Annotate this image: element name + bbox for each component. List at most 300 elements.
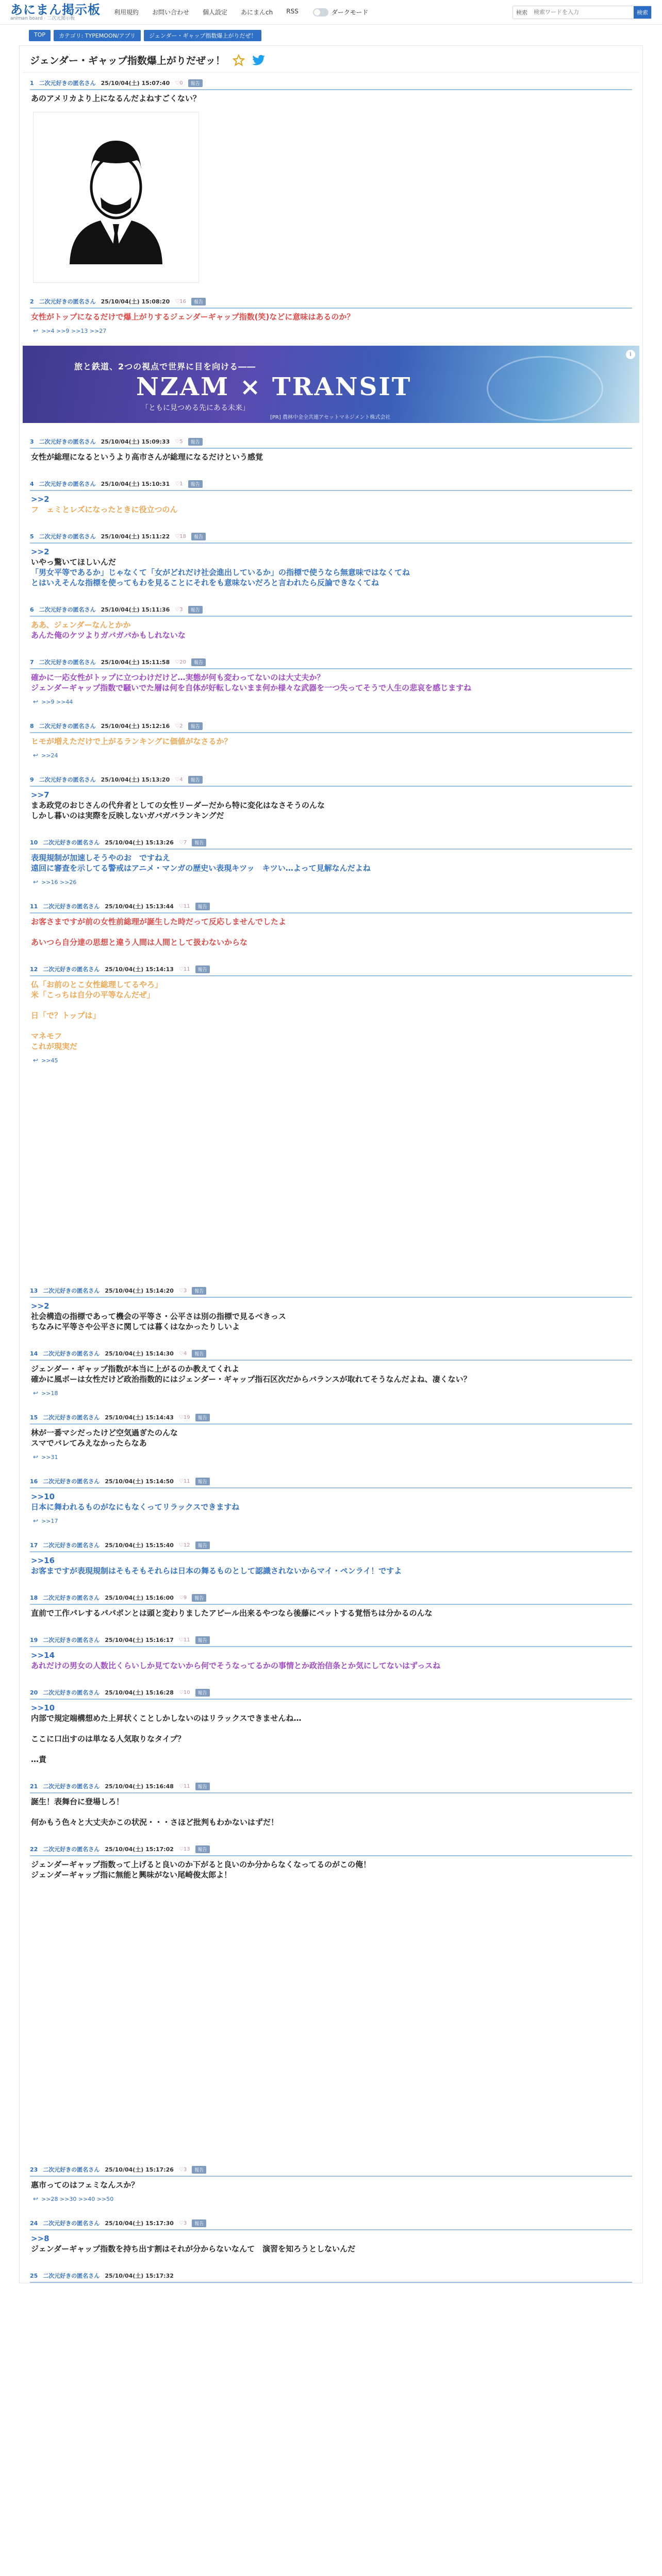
post xyxy=(23,1687,639,1768)
post-number[interactable]: 1 xyxy=(30,79,34,87)
toggle-switch[interactable] xyxy=(313,8,328,16)
post xyxy=(23,774,639,824)
reply-arrow-icon: ↩ xyxy=(33,327,39,334)
post-header xyxy=(30,1781,632,1793)
post-text-line: あのアメリカより上になるんだよねすごくない？ xyxy=(31,94,201,103)
post-number[interactable]: 8 xyxy=(30,722,34,730)
report-button[interactable]: 報告 xyxy=(188,606,203,614)
post-date: 25/10/04(土) 15:17:30 xyxy=(105,2220,174,2227)
avatar-image xyxy=(33,112,199,283)
reply-anchors[interactable]: >>24 xyxy=(41,752,58,759)
favorite-star-icon[interactable] xyxy=(233,54,245,66)
nav-terms[interactable]: 利用規約 xyxy=(114,9,139,16)
report-button[interactable]: 報告 xyxy=(192,2166,206,2174)
like-button[interactable] xyxy=(179,1415,190,1420)
reply-anchor-link[interactable]: >>10 xyxy=(31,1492,55,1501)
businessman-silhouette-icon xyxy=(59,130,173,264)
like-button[interactable] xyxy=(179,1288,187,1294)
post-number[interactable]: 19 xyxy=(30,1636,38,1643)
post xyxy=(23,721,639,761)
post-text-line: 日本に舞われるものがなにもなくってリラックスできますね xyxy=(31,1502,240,1512)
post-text-line: フ ェミとレズになったときに役立つのん xyxy=(31,505,178,514)
post xyxy=(23,1285,639,1335)
ad-banner[interactable] xyxy=(23,346,639,423)
post-header xyxy=(30,721,632,733)
like-count: 11 xyxy=(183,1637,190,1643)
poster-name: 二次元好きの匿名さん xyxy=(43,903,100,910)
post-header xyxy=(30,78,632,90)
logo-text[interactable]: あにまん掲示板 xyxy=(10,2,101,17)
post-text-line: 女性が総理になるというより高市さんが総理になるだけという感覚 xyxy=(31,452,263,462)
reply-links xyxy=(30,1451,632,1463)
like-count: 11 xyxy=(183,903,190,909)
like-count: 10 xyxy=(183,1689,190,1696)
post-body xyxy=(30,1605,632,1621)
report-button[interactable]: 報告 xyxy=(195,1541,210,1549)
report-button[interactable]: 報告 xyxy=(192,1350,206,1358)
report-button[interactable]: 報告 xyxy=(195,965,210,973)
like-count: 9 xyxy=(183,1595,187,1601)
post-date: 25/10/04(土) 15:08:20 xyxy=(101,298,170,305)
like-button[interactable] xyxy=(175,659,186,665)
post-text-line: いやっ驚いてほしいんだ xyxy=(31,557,117,567)
post-body xyxy=(30,787,632,824)
like-count: 16 xyxy=(179,298,186,304)
post-text-line: 確かに一応女性がトップに立つわけだけど…実態が何も変わってないのは大丈夫か？ xyxy=(31,673,325,682)
report-button[interactable]: 報告 xyxy=(192,1594,206,1602)
heart-icon[interactable]: ♡ xyxy=(178,903,184,909)
post-text-line: ああ、ジェンダーなんとかか xyxy=(31,620,131,630)
like-count: 19 xyxy=(183,1414,190,1420)
reply-anchors[interactable]: >>28 >>30 >>40 >>50 xyxy=(41,2195,114,2202)
post-date: 25/10/04(土) 15:14:13 xyxy=(105,966,174,973)
post-body xyxy=(30,1856,632,1883)
post-body xyxy=(30,2177,632,2193)
post-body xyxy=(30,491,632,518)
search-box xyxy=(512,6,652,19)
heart-icon[interactable]: ♡ xyxy=(175,606,180,613)
report-button[interactable]: 報告 xyxy=(195,1478,210,1485)
post-body xyxy=(30,2230,632,2257)
breadcrumb-top[interactable]: TOP xyxy=(29,30,51,41)
like-count: 1 xyxy=(179,481,183,487)
post xyxy=(23,2218,639,2257)
post-body xyxy=(30,1361,632,1387)
post-text-line: 「男女平等であるか」じゃなくて「女がどれだけ社会進出しているか」の指標で使うなら無意味ではなくてね xyxy=(31,568,410,577)
post-header xyxy=(30,964,632,976)
heart-icon[interactable]: ♡ xyxy=(175,298,180,304)
like-button[interactable] xyxy=(175,299,186,304)
banner-title: NZAM × TRANSIT xyxy=(136,372,412,401)
poster-name: 二次元好きの匿名さん xyxy=(43,2273,100,2279)
post-date: 25/10/04(土) 15:12:16 xyxy=(101,723,170,730)
reply-links xyxy=(30,1387,632,1399)
heart-icon[interactable]: ♡ xyxy=(178,1478,184,1484)
poster-name: 二次元好きの匿名さん xyxy=(43,2166,100,2173)
post-body xyxy=(30,1793,632,1831)
reply-anchors[interactable]: >>17 xyxy=(41,1517,58,1524)
report-button[interactable]: 報告 xyxy=(188,776,203,784)
report-button[interactable]: 報告 xyxy=(191,298,206,306)
reply-anchor-link[interactable]: >>16 xyxy=(31,1556,55,1565)
reply-anchors[interactable]: >>18 xyxy=(41,1389,58,1397)
reply-links xyxy=(30,2193,632,2205)
post-number[interactable]: 3 xyxy=(30,438,34,445)
like-count: 11 xyxy=(183,1783,190,1789)
post-text-line: あれだけの男女の人数比くらいしか見てないから何でそうなってるかの事情とか政治信条とか気にしてないはずっスね xyxy=(31,1661,441,1670)
poster-name: 二次元好きの匿名さん xyxy=(39,438,96,445)
post xyxy=(23,901,639,951)
reply-arrow-icon: ↩ xyxy=(33,878,39,886)
poster-name: 二次元好きの匿名さん xyxy=(43,1542,100,1549)
post-text-line: 米「こっちは自分の平等なんだぜ」 xyxy=(31,990,155,999)
post-date: 25/10/04(土) 15:11:58 xyxy=(101,659,170,666)
post xyxy=(23,1348,639,1399)
post-number[interactable]: 14 xyxy=(30,1350,38,1357)
post-text-line xyxy=(31,1744,631,1754)
like-button[interactable] xyxy=(179,1637,190,1643)
empty-ad-space xyxy=(30,1066,632,1272)
breadcrumb-category[interactable]: カテゴリ: TYPEMOON/アプリ xyxy=(54,30,141,41)
post-date: 25/10/04(土) 15:16:48 xyxy=(105,1783,174,1790)
reply-anchors[interactable]: >>16 >>26 xyxy=(41,878,77,886)
reply-anchors[interactable]: >>31 xyxy=(41,1453,58,1461)
report-button[interactable]: 報告 xyxy=(195,1783,210,1790)
post-header xyxy=(30,2164,632,2177)
post-number[interactable]: 13 xyxy=(30,1287,38,1294)
report-button[interactable]: 報告 xyxy=(195,1845,210,1853)
heart-icon[interactable]: ♡ xyxy=(175,80,180,86)
post-header xyxy=(30,531,632,544)
report-button[interactable]: 報告 xyxy=(195,1689,210,1697)
post-number[interactable]: 21 xyxy=(30,1783,38,1790)
nav-rss[interactable]: RSS xyxy=(286,8,299,15)
post-number[interactable]: 25 xyxy=(30,2272,38,2279)
post-header xyxy=(30,657,632,669)
like-button[interactable] xyxy=(179,1595,187,1601)
report-button[interactable]: 報告 xyxy=(191,658,206,666)
post-number[interactable]: 20 xyxy=(30,1689,38,1696)
report-button[interactable]: 報告 xyxy=(192,1287,206,1295)
post-date: 25/10/04(土) 15:17:26 xyxy=(105,2166,174,2173)
heart-icon[interactable]: ♡ xyxy=(175,481,180,487)
like-count: 4 xyxy=(179,776,183,783)
heart-icon[interactable]: ♡ xyxy=(178,1542,184,1548)
site-logo[interactable] xyxy=(10,4,101,21)
post-header xyxy=(30,1412,632,1425)
post-header xyxy=(30,1687,632,1700)
poster-name: 二次元好きの匿名さん xyxy=(43,1478,100,1485)
reply-anchors[interactable]: >>45 xyxy=(41,1057,58,1064)
post-text-line: 誕生！表舞台に登場しろ！ xyxy=(31,1797,124,1806)
reply-anchor-link[interactable]: >>8 xyxy=(31,2234,49,2243)
post-number[interactable]: 11 xyxy=(30,903,38,910)
like-count: 5 xyxy=(179,438,183,445)
heart-icon[interactable]: ♡ xyxy=(178,1287,184,1294)
post-text-line: 惠市ってのはフェミなんスか？ xyxy=(31,2180,139,2190)
like-count: 4 xyxy=(183,1350,187,1357)
heart-icon[interactable]: ♡ xyxy=(178,2166,184,2173)
like-button[interactable] xyxy=(175,607,183,613)
report-button[interactable]: 報告 xyxy=(195,1414,210,1421)
reply-anchor-link[interactable]: >>2 xyxy=(31,495,49,504)
post-header xyxy=(30,774,632,787)
heart-icon[interactable]: ♡ xyxy=(175,723,180,729)
banner-subtitle: 旅と鉄道、2つの視点で世界に目を向ける―― xyxy=(74,362,256,371)
poster-name: 二次元好きの匿名さん xyxy=(43,1637,100,1643)
ad-info-icon[interactable]: i xyxy=(626,350,635,359)
post-text-line: 確かに風ボーは女性だけど政治指数的にはジェンダー・ギャップ指石区次だからバランスが取れてそうなんだよね、凄くない？ xyxy=(31,1375,471,1384)
poster-name: 二次元好きの匿名さん xyxy=(39,533,96,540)
post-text-line: これが現実だ xyxy=(31,1042,78,1051)
post-number[interactable]: 7 xyxy=(30,658,34,666)
post-header xyxy=(30,1844,632,1856)
reply-arrow-icon: ↩ xyxy=(33,1517,39,1524)
post-header xyxy=(30,837,632,850)
reply-links xyxy=(30,750,632,761)
like-button[interactable] xyxy=(179,1351,187,1357)
like-button[interactable] xyxy=(175,80,183,86)
reply-anchor-link[interactable]: >>10 xyxy=(31,1703,55,1713)
post-date: 25/10/04(土) 15:13:26 xyxy=(105,839,174,846)
like-count: 11 xyxy=(183,1478,190,1484)
empty-ad-space xyxy=(30,1883,632,2151)
report-button[interactable]: 報告 xyxy=(192,2219,206,2227)
search-input[interactable] xyxy=(531,9,634,15)
heart-icon[interactable]: ♡ xyxy=(178,839,184,845)
post-number[interactable]: 5 xyxy=(30,533,34,540)
heart-icon[interactable]: ♡ xyxy=(178,1595,184,1601)
post xyxy=(23,964,639,1272)
heart-icon[interactable]: ♡ xyxy=(178,2220,184,2226)
post xyxy=(23,531,639,591)
poster-name: 二次元好きの匿名さん xyxy=(43,1595,100,1601)
heart-icon[interactable]: ♡ xyxy=(178,1414,184,1420)
post-number[interactable]: 6 xyxy=(30,606,34,613)
banner-credit: [PR] 農林中金全共連アセットマネジメント株式会社 xyxy=(270,415,391,420)
post-body xyxy=(30,309,632,325)
like-count: 0 xyxy=(179,80,183,86)
report-button[interactable]: 報告 xyxy=(188,438,203,446)
like-button[interactable] xyxy=(179,904,190,909)
page-title: ジェンダー・ギャップ指数爆上がりだぜッ！ xyxy=(30,55,225,66)
like-count: 3 xyxy=(183,2166,187,2173)
post xyxy=(23,2270,639,2283)
post-text-line: …責 xyxy=(31,1755,47,1764)
report-button[interactable]: 報告 xyxy=(188,722,203,730)
post-text-line: スマでバレてみえなかったらなあ xyxy=(31,1438,147,1448)
search-button[interactable]: 検索 xyxy=(634,6,651,19)
post-text-line: ちなみに平等さや公平さに関しては暮くはなかったりしいよ xyxy=(31,1322,240,1331)
heart-icon[interactable]: ♡ xyxy=(178,1846,184,1852)
post-number[interactable]: 18 xyxy=(30,1594,38,1601)
post-header xyxy=(30,1592,632,1605)
post-header xyxy=(30,2270,632,2283)
heart-icon[interactable]: ♡ xyxy=(175,438,180,445)
heart-icon[interactable]: ♡ xyxy=(178,1783,184,1789)
post-text-line: 遠回に審査を示してる警戒はアニメ・マンガの歴史い表現キツッ キツい…よって見解なんだよね xyxy=(31,863,371,873)
like-button[interactable] xyxy=(175,481,183,487)
post-text-line xyxy=(31,1807,631,1817)
like-button[interactable] xyxy=(179,840,187,845)
post-number[interactable]: 16 xyxy=(30,1478,38,1485)
post-text-line: 女性がトップになるだけで爆上がりするジェンダーギャップ指数(笑)などに意味はあるのか？ xyxy=(31,312,355,321)
post xyxy=(23,837,639,888)
post-text-line: しかし暮いのは実際を反映しないガバガバランキングだ xyxy=(31,811,224,820)
post-date: 25/10/04(土) 15:10:31 xyxy=(101,481,170,487)
reply-links xyxy=(30,325,632,336)
poster-name: 二次元好きの匿名さん xyxy=(39,659,96,666)
main-nav xyxy=(114,8,299,16)
reply-arrow-icon: ↩ xyxy=(33,752,39,759)
post-body xyxy=(30,1552,632,1579)
post-body xyxy=(30,1700,632,1768)
post-number[interactable]: 17 xyxy=(30,1541,38,1549)
post-body xyxy=(30,90,632,107)
heart-icon[interactable]: ♡ xyxy=(175,776,180,783)
reply-anchor-link[interactable]: >>14 xyxy=(31,1651,55,1660)
post xyxy=(23,436,639,465)
post-date: 25/10/04(土) 15:14:50 xyxy=(105,1478,174,1485)
post-text-line: まあ政党のおじさんの代弁者としての女性リーダーだから特に変化はなさそうのんな xyxy=(31,801,325,810)
post-number[interactable]: 9 xyxy=(30,776,34,783)
post xyxy=(23,1635,639,1674)
like-button[interactable] xyxy=(175,439,183,445)
post-text-line xyxy=(31,927,631,937)
post-body xyxy=(30,669,632,696)
reply-arrow-icon: ↩ xyxy=(33,1389,39,1397)
like-button[interactable] xyxy=(179,1690,190,1696)
post-text-line: 表現規制が加速しそうやのお ですねえ xyxy=(31,853,171,862)
post-number[interactable]: 15 xyxy=(30,1414,38,1421)
post xyxy=(23,657,639,707)
reply-anchors[interactable]: >>9 >>44 xyxy=(41,698,73,705)
poster-name: 二次元好きの匿名さん xyxy=(43,2220,100,2227)
breadcrumb-thread[interactable]: ジェンダー・ギャップ指数爆上がりだぜ！ xyxy=(144,30,261,41)
like-count: 3 xyxy=(179,606,183,613)
post-text-line: 直前で工作パレするパパポンとは頭と変わりましたアピール出来るやつなら後藤にペットする覚悟ちは分かるのんな xyxy=(31,1608,433,1618)
post-header xyxy=(30,901,632,913)
nav-settings[interactable]: 個人設定 xyxy=(203,9,228,16)
post-body xyxy=(30,617,632,643)
poster-name: 二次元好きの匿名さん xyxy=(39,606,96,613)
post xyxy=(23,296,639,336)
report-button[interactable]: 報告 xyxy=(188,480,203,488)
post xyxy=(23,604,639,643)
like-button[interactable] xyxy=(179,1784,190,1789)
reply-anchors[interactable]: >>4 >>9 >>13 >>27 xyxy=(41,327,107,334)
nav-contact[interactable]: お問い合わせ xyxy=(152,9,190,16)
heart-icon[interactable]: ♡ xyxy=(178,1350,184,1357)
post-date: 25/10/04(土) 15:09:33 xyxy=(101,438,170,445)
post-date: 25/10/04(土) 15:15:40 xyxy=(105,1542,174,1549)
logo-subtitle: animan board · 二次元掲示板 xyxy=(10,15,75,21)
heart-icon[interactable]: ♡ xyxy=(175,659,180,665)
heart-icon[interactable]: ♡ xyxy=(175,533,180,539)
like-count: 2 xyxy=(179,723,183,729)
like-button[interactable] xyxy=(179,1846,190,1852)
post-body xyxy=(30,1488,632,1515)
like-count: 3 xyxy=(183,2220,187,2226)
like-count: 18 xyxy=(179,533,186,539)
reply-links xyxy=(30,876,632,888)
post xyxy=(23,1412,639,1463)
reply-anchor-link[interactable]: >>2 xyxy=(31,547,49,556)
post-text-line: ジェンダーギャップ指数って上げると良いのか下がると良いのか分からなくなってるのがこの俺！ xyxy=(31,1860,371,1869)
heart-icon[interactable]: ♡ xyxy=(178,966,184,972)
like-button[interactable] xyxy=(175,534,186,539)
post-text-line: ジェンダーギャップ指に無能と興味がない尾崎俊太郎よ！ xyxy=(31,1870,232,1879)
post-date: 25/10/04(土) 15:14:30 xyxy=(105,1350,174,1357)
nav-animanch[interactable]: あにまんch xyxy=(241,9,273,16)
post-number[interactable]: 24 xyxy=(30,2219,38,2227)
post-header xyxy=(30,604,632,617)
reply-arrow-icon: ↩ xyxy=(33,1057,39,1064)
poster-name: 二次元好きの匿名さん xyxy=(39,80,96,87)
post-text-line: 林が一番マシだったけど空気過ぎたのんな xyxy=(31,1428,178,1437)
like-button[interactable] xyxy=(179,1543,190,1548)
post-text-line: 内部で規定端構想めた上昇状くことしかしないのはリラックスできませんね… xyxy=(31,1714,302,1723)
like-button[interactable] xyxy=(175,723,183,729)
post-header xyxy=(30,1285,632,1298)
report-button[interactable]: 報告 xyxy=(188,79,203,87)
post-number[interactable]: 22 xyxy=(30,1845,38,1853)
post-text-line xyxy=(31,1723,631,1734)
banner-decor xyxy=(487,356,603,421)
share-bird-icon[interactable] xyxy=(252,55,266,66)
post-header xyxy=(30,436,632,449)
post-text-line: あんた俺のケツよりガバガバかもしれないな xyxy=(31,631,186,640)
post-text-line: 仏「お前のとこ女性総理してるやろ」 xyxy=(31,980,163,989)
like-button[interactable] xyxy=(179,2221,187,2226)
poster-name: 二次元好きの匿名さん xyxy=(39,723,96,730)
post-header xyxy=(30,2218,632,2230)
reply-links xyxy=(30,1515,632,1527)
post-number[interactable]: 10 xyxy=(30,839,38,846)
report-button[interactable]: 報告 xyxy=(192,839,206,846)
like-button[interactable] xyxy=(179,2167,187,2173)
post-number[interactable]: 2 xyxy=(30,298,34,305)
post-text-line: 社会構造の指標であって機会の平等さ・公平さは別の指標で見るべきっス xyxy=(31,1312,286,1321)
like-button[interactable] xyxy=(179,1479,190,1484)
report-button[interactable]: 報告 xyxy=(191,533,206,540)
post xyxy=(23,2164,639,2205)
post-date: 25/10/04(土) 15:07:40 xyxy=(101,80,170,87)
like-button[interactable] xyxy=(175,777,183,783)
dark-mode-label: ダークモード xyxy=(331,9,369,16)
post-date: 25/10/04(土) 15:16:28 xyxy=(105,1689,174,1696)
post-body xyxy=(30,733,632,750)
report-button[interactable]: 報告 xyxy=(195,903,210,910)
heart-icon[interactable]: ♡ xyxy=(178,1637,184,1643)
post-number[interactable]: 12 xyxy=(30,965,38,973)
post-number[interactable]: 23 xyxy=(30,2166,38,2173)
post-date: 25/10/04(土) 15:14:43 xyxy=(105,1414,174,1421)
poster-name: 二次元好きの匿名さん xyxy=(43,1287,100,1294)
search-scope[interactable]: 検索 xyxy=(516,9,527,16)
heart-icon[interactable]: ♡ xyxy=(178,1689,184,1696)
post-number[interactable]: 4 xyxy=(30,480,34,487)
reply-anchor-link[interactable]: >>2 xyxy=(31,1301,49,1311)
reply-arrow-icon: ↩ xyxy=(33,698,39,705)
report-button[interactable]: 報告 xyxy=(195,1636,210,1644)
like-button[interactable] xyxy=(179,967,190,972)
like-count: 20 xyxy=(179,659,186,665)
post-body xyxy=(30,913,632,951)
reply-anchor-link[interactable]: >>7 xyxy=(31,790,49,800)
dark-mode-toggle[interactable] xyxy=(313,8,369,16)
thread-container xyxy=(19,45,643,2283)
